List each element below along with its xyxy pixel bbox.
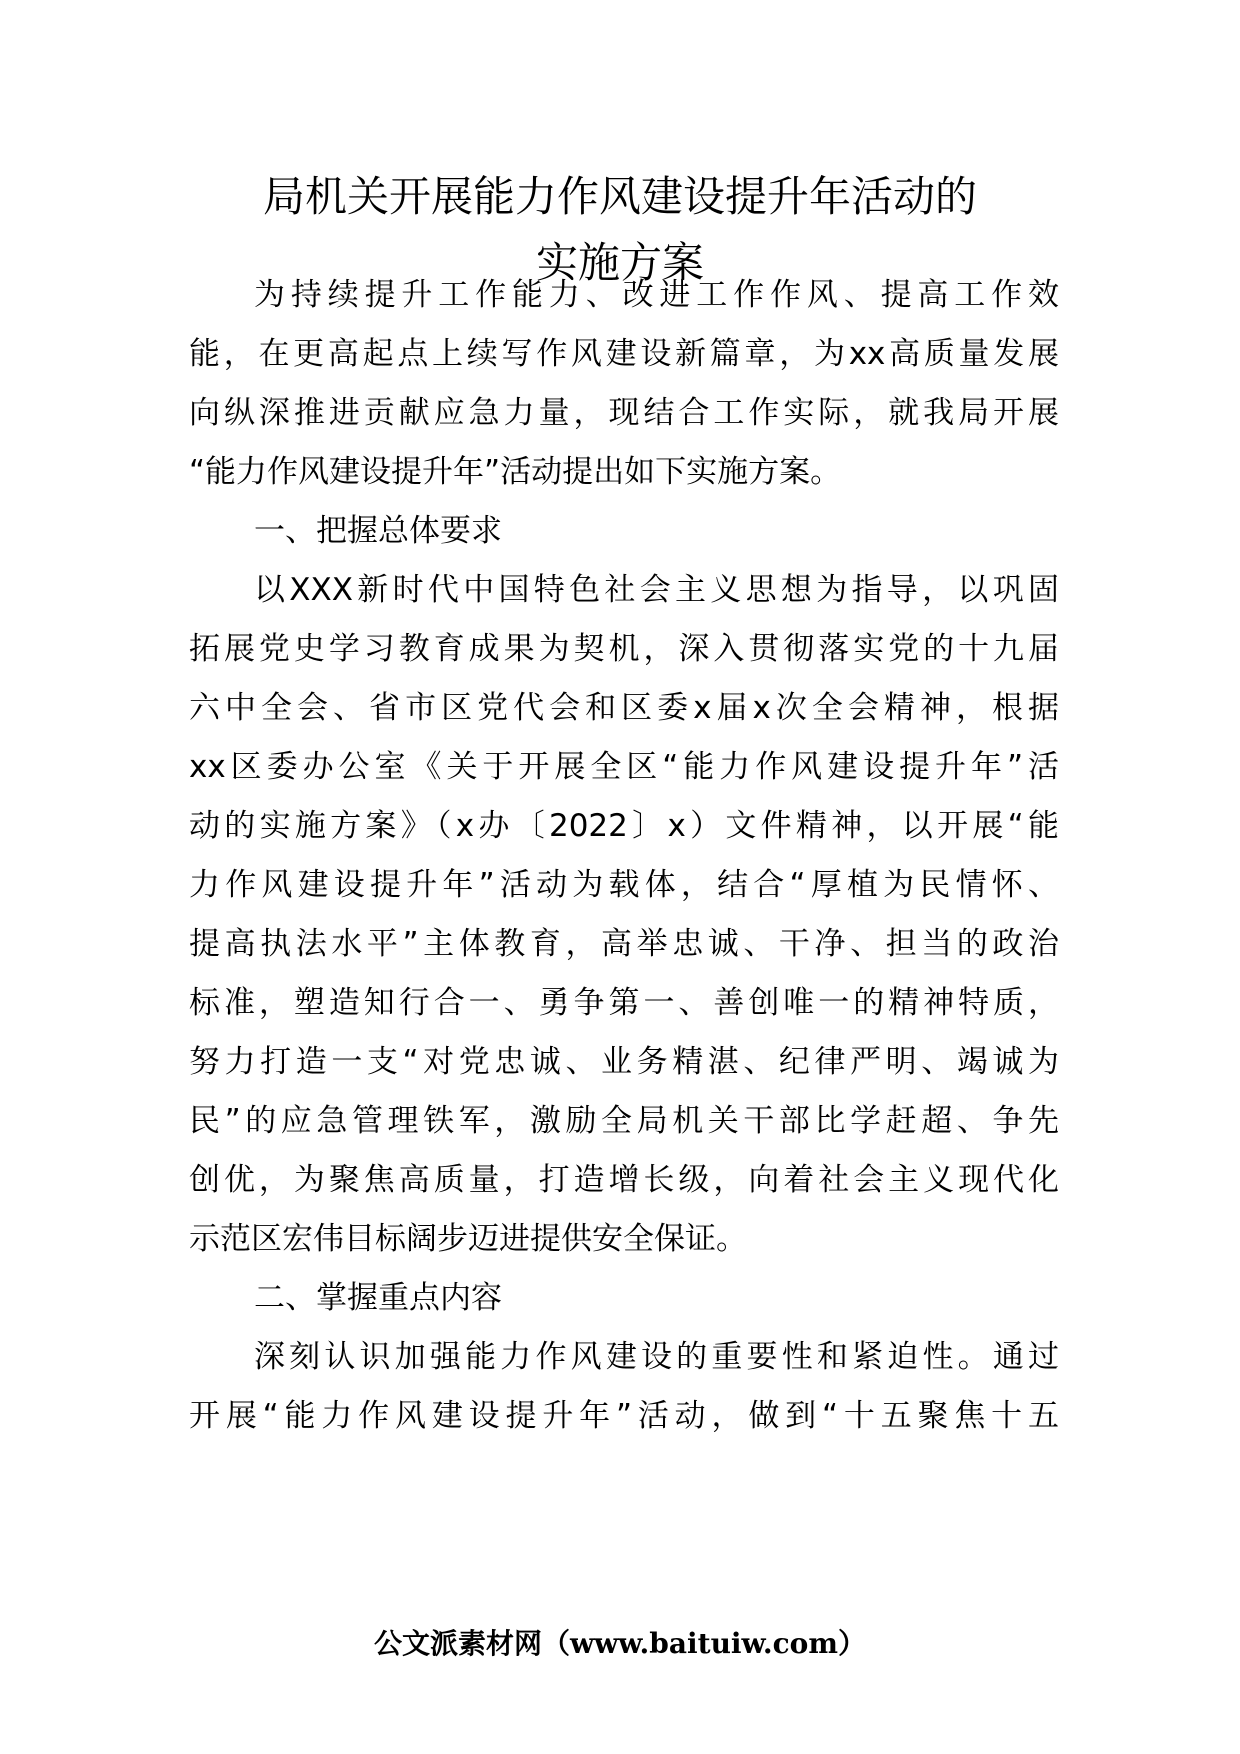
paragraph-line: 拓展党史学习教育成果为契机，深入贯彻落实党的十九届 (189, 631, 1059, 667)
section-heading: 二、掌握重点内容 (254, 1280, 502, 1316)
paragraph-line: 示范区宏伟目标阔步迈进提供安全保证。 (189, 1221, 747, 1257)
paragraph-line: 努力打造一支“对党忠诚、业务精湛、纪律严明、竭诚为 (189, 1044, 1059, 1080)
paragraph-line: 创优，为聚焦高质量，打造增长级，向着社会主义现代化 (189, 1162, 1059, 1198)
document-title-line-2: 实施方案 (535, 238, 704, 287)
paragraph-line: 深刻认识加强能力作风建设的重要性和紧迫性。通过 (254, 1339, 1059, 1375)
paragraph-line: 以XXX新时代中国特色社会主义思想为指导，以巩固 (254, 572, 1059, 608)
paragraph-line: 能，在更高起点上续写作风建设新篇章，为xx高质量发展 (189, 336, 1059, 372)
paragraph-line: 民”的应急管理铁军，激励全局机关干部比学赶超、争先 (189, 1103, 1059, 1139)
paragraph-line: 标准，塑造知行合一、勇争第一、善创唯一的精神特质， (189, 985, 1059, 1021)
paragraph-line: 动的实施方案》（x办〔2022〕x）文件精神，以开展“能 (189, 808, 1059, 844)
paragraph-line: 力作风建设提升年”活动为载体，结合“厚植为民情怀、 (189, 867, 1059, 903)
paragraph-line: 六中全会、省市区党代会和区委x届x次全会精神，根据 (189, 690, 1059, 726)
paragraph-line: 开展“能力作风建设提升年”活动，做到“十五聚焦十五 (189, 1398, 1059, 1434)
paragraph-line: xx区委办公室《关于开展全区“能力作风建设提升年”活 (189, 749, 1059, 785)
paragraph-line: 向纵深推进贡献应急力量，现结合工作实际，就我局开展 (189, 395, 1059, 431)
document-title-line-1: 局机关开展能力作风建设提升年活动的 (262, 172, 977, 221)
footer-watermark: 公文派素材网（www.baituiw.com） (374, 1627, 866, 1660)
paragraph-line: 为持续提升工作能力、改进工作作风、提高工作效 (254, 277, 1059, 313)
paragraph-line: 提高执法水平”主体教育，高举忠诚、干净、担当的政治 (189, 926, 1059, 962)
paragraph-line: “能力作风建设提升年”活动提出如下实施方案。 (189, 454, 842, 490)
section-heading: 一、把握总体要求 (254, 513, 502, 549)
